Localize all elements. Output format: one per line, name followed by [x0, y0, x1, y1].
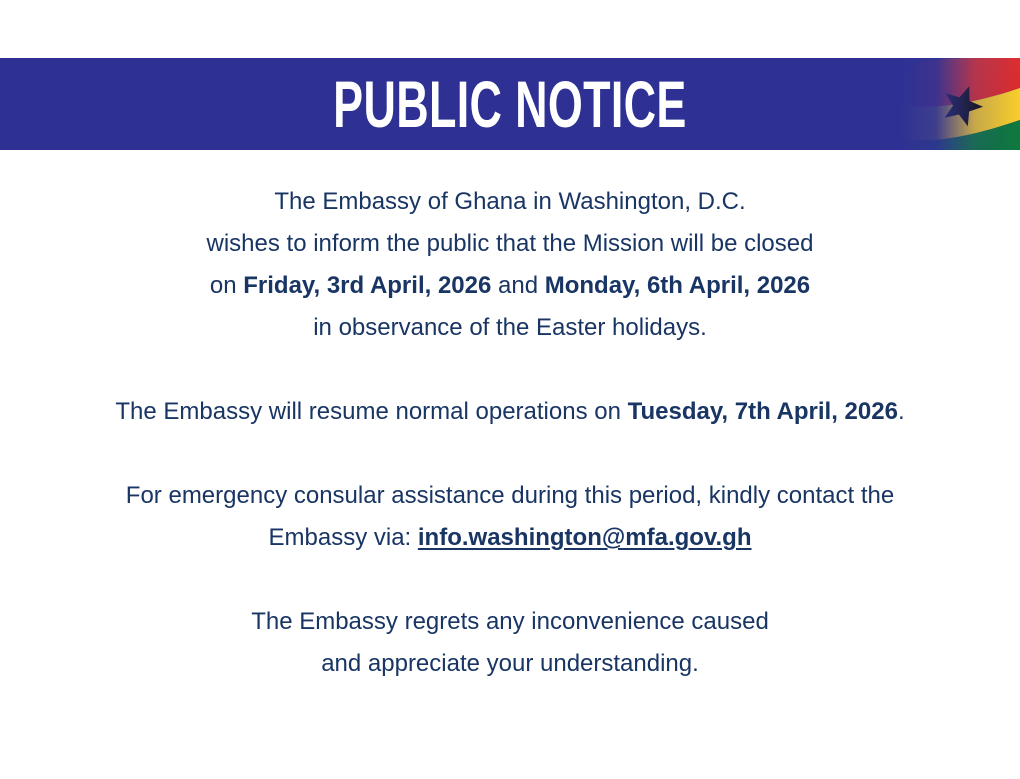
notice-text: on: [209, 272, 244, 299]
notice-line: [0, 181, 1020, 223]
contact-paragraph: [0, 475, 1020, 559]
notice-line: [0, 391, 1020, 433]
notice-text: For emergency consular assistance during this period, kindly contact the: [125, 482, 895, 509]
notice-line: [0, 265, 1020, 307]
resume-paragraph: [0, 391, 1020, 433]
resume-date: Tuesday, 7th April, 2026: [627, 398, 898, 425]
notice-line: [0, 601, 1020, 643]
closure-date-1: Friday, 3rd April, 2026: [243, 272, 492, 299]
notice-text: and: [491, 272, 545, 299]
notice-text: The Embassy regrets any inconvenience caused: [251, 608, 769, 635]
notice-line: [0, 643, 1020, 685]
closure-paragraph: [0, 181, 1020, 349]
notice-text: The Embassy will resume normal operations on: [115, 398, 628, 425]
notice-line: [0, 307, 1020, 349]
notice-text: Embassy via:: [268, 524, 418, 551]
banner: [0, 58, 1020, 150]
notice-text: .: [897, 398, 905, 425]
notice-line: [0, 223, 1020, 265]
notice-body: [0, 150, 1020, 727]
notice-line: [0, 517, 1020, 559]
notice-line: [0, 475, 1020, 517]
notice-text: in observance of the Easter holidays.: [313, 314, 707, 341]
notice-text: wishes to inform the public that the Mission will be closed: [206, 230, 814, 257]
email-link[interactable]: info.washington@mfa.gov.gh: [417, 524, 752, 551]
page-title: PUBLIC NOTICE: [333, 67, 687, 141]
ghana-flag-icon: [900, 58, 1020, 150]
apology-paragraph: [0, 601, 1020, 685]
closure-date-2: Monday, 6th April, 2026: [544, 272, 811, 299]
notice-text: and appreciate your understanding.: [321, 650, 699, 677]
notice-text: The Embassy of Ghana in Washington, D.C.: [274, 188, 746, 215]
